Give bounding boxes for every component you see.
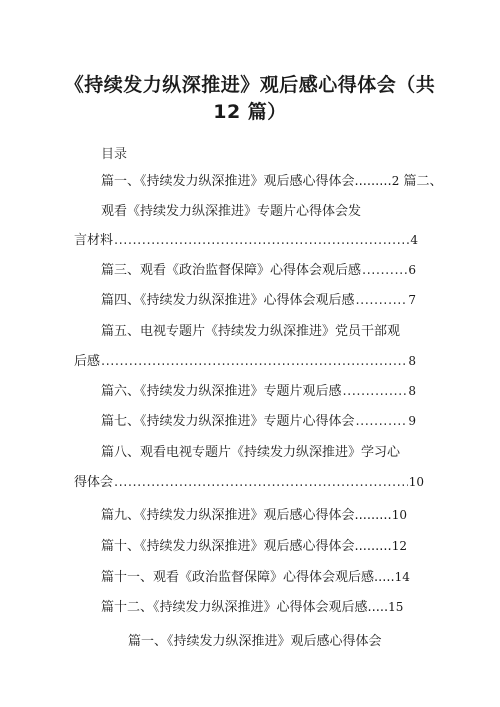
leader-dots — [114, 475, 408, 490]
toc-entry-2-text: 观看《持续发力纵深推进》专题片心得体会发 — [101, 204, 362, 219]
toc-entry-7-text: 篇七、《持续发力纵深推进》专题片心得体会 — [101, 414, 355, 429]
toc-entry-8-end[interactable] — [74, 471, 424, 490]
toc-heading: 目录 — [101, 147, 128, 162]
toc-entry-12-text: 篇十二、《持续发力纵深推进》心得体会观后感..... — [101, 600, 389, 615]
toc-entry-5-text-end: 后感 — [74, 354, 101, 369]
toc-entry-10[interactable] — [101, 535, 407, 554]
toc-entry-4[interactable] — [101, 289, 416, 308]
toc-entry-1[interactable] — [101, 170, 442, 189]
title-line-1: 《持续发力纵深推进》观后感心得体会（共 — [64, 74, 436, 96]
toc-entry-8[interactable] — [101, 441, 400, 460]
toc-entry-1-page: 2 — [391, 174, 400, 188]
toc-entry-11-text: 篇十一、观看《政治监督保障》心得体会观后感..... — [101, 570, 395, 585]
toc-entry-1-text: 篇一、《持续发力纵深推进》观后感心得体会......... — [101, 174, 392, 189]
toc-entry-2-cont[interactable] — [101, 200, 361, 219]
toc-entry-6-page: 8 — [408, 384, 416, 398]
toc-entry-12-page: 15 — [388, 600, 404, 614]
toc-entry-5-text: 篇五、电视专题片《持续发力纵深推进》党员干部观 — [101, 324, 401, 339]
toc-entry-4-text: 篇四、《持续发力纵深推进》心得体会观后感 — [101, 293, 355, 308]
toc-entry-11[interactable] — [101, 566, 410, 585]
toc-entry-2-text-end: 言材料 — [74, 233, 114, 248]
toc-entry-8-text: 篇八、观看电视专题片《持续发力纵深推进》学习心 — [101, 445, 401, 460]
leader-dots — [356, 293, 408, 308]
toc-entry-5[interactable] — [101, 320, 400, 339]
toc-entry-5-page: 8 — [408, 354, 416, 368]
toc-entry-3-page: 6 — [408, 263, 416, 277]
toc-entry-2-page: 4 — [410, 233, 418, 247]
toc-entry-3[interactable] — [101, 259, 416, 278]
toc-entry-8-page: 10 — [408, 475, 424, 489]
leader-dots — [356, 414, 408, 429]
toc-entry-8-text-end: 得体会 — [74, 475, 114, 490]
toc-entry-6-text: 篇六、《持续发力纵深推进》专题片观后感 — [101, 384, 342, 399]
title-line-2: 12 篇） — [213, 101, 287, 123]
toc-entry-9-text: 篇九、《持续发力纵深推进》观后感心得体会......... — [101, 508, 392, 523]
leader-dots — [362, 263, 407, 278]
toc-entry-3-text: 篇三、观看《政治监督保障》心得体会观后感 — [101, 263, 362, 278]
toc-entry-12[interactable] — [101, 596, 403, 615]
section-heading: 篇一、《持续发力纵深推进》观后感心得体会 — [128, 634, 382, 649]
toc-entry-10-page: 12 — [391, 539, 407, 553]
toc-entry-9[interactable] — [101, 504, 407, 523]
toc-entry-2-end[interactable] — [74, 229, 418, 248]
toc-entry-11-page: 14 — [394, 570, 410, 584]
toc-entry-2-start: 篇二、 — [399, 174, 443, 189]
document-title — [50, 72, 450, 126]
toc-entry-7[interactable] — [101, 410, 416, 429]
toc-entry-10-text: 篇十、《持续发力纵深推进》观后感心得体会......... — [101, 539, 392, 554]
leader-dots — [101, 354, 407, 369]
leader-dots — [343, 384, 408, 399]
toc-entry-6[interactable] — [101, 380, 416, 399]
toc-entry-5-end[interactable] — [74, 350, 416, 369]
toc-entry-9-page: 10 — [391, 508, 407, 522]
leader-dots — [114, 233, 409, 248]
toc-entry-4-page: 7 — [408, 293, 416, 307]
toc-entry-7-page: 9 — [408, 414, 416, 428]
